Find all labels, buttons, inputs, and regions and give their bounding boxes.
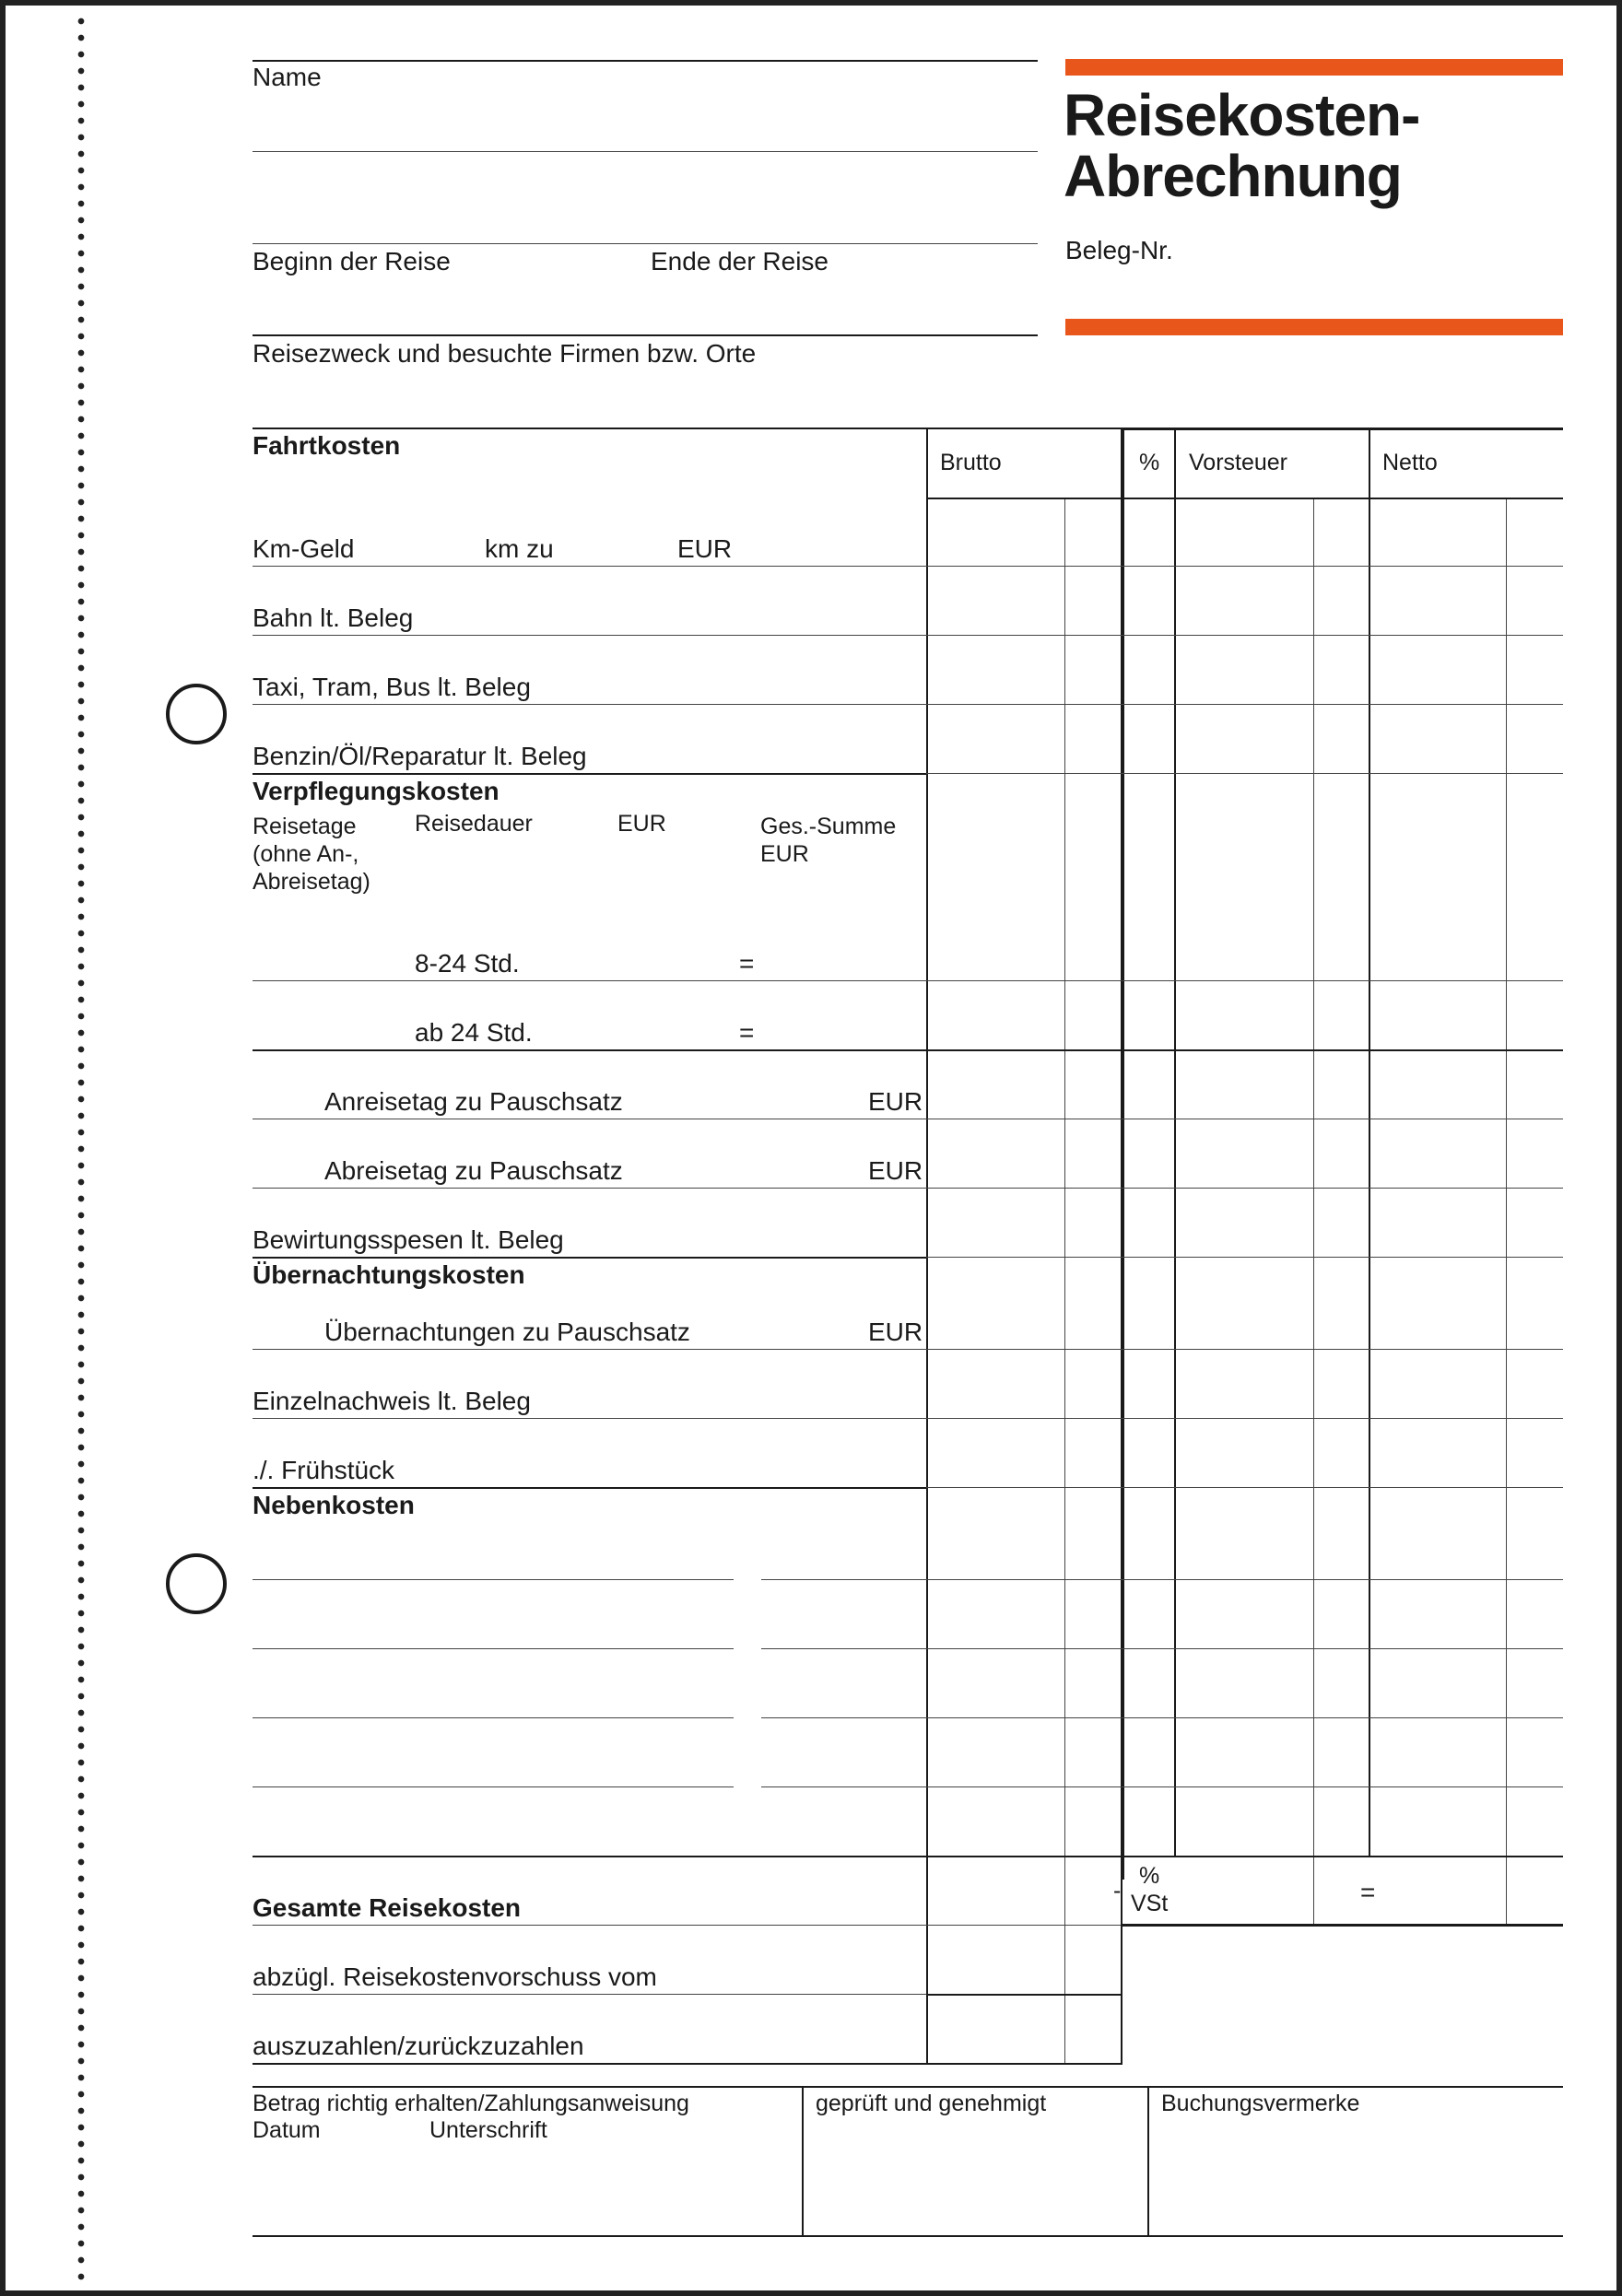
percent-col-left [1121, 428, 1124, 1880]
row-bewirtung[interactable] [926, 1257, 1563, 1258]
nebenkosten-field-1a[interactable] [253, 1579, 734, 1580]
betrag-label: Betrag richtig erhalten/Zahlungsanweisung [253, 2091, 689, 2116]
abreise-label: Abreisetag zu Pauschsatz [324, 1156, 623, 1185]
section-divider-verpflegung [253, 1257, 926, 1259]
uebernachtung-heading: Übernachtungskosten [253, 1260, 525, 1289]
vorschuss-box-rule [926, 1994, 1122, 1996]
row-vorschuss[interactable] [253, 1994, 926, 1995]
brutto-col-right-low [1121, 1880, 1122, 2064]
verpflegung-heading: Verpflegungskosten [253, 777, 500, 805]
netto-cents-line [1506, 498, 1507, 1924]
minus-sign: - [1113, 1878, 1122, 1904]
row-auszahlen[interactable] [253, 2063, 1122, 2065]
einzelnachweis-label: Einzelnachweis lt. Beleg [253, 1387, 531, 1415]
row-gesamte-reisekosten[interactable] [253, 1925, 1121, 1926]
form-title [1064, 82, 1420, 209]
section-divider-fahrt [253, 773, 926, 775]
verpflegung-eur-label: EUR [617, 811, 666, 837]
column-header-rule [926, 498, 1563, 499]
row-ab-24-std[interactable] [253, 1049, 1563, 1051]
footer-bottom-rule [253, 2235, 1563, 2237]
row-bahn[interactable] [253, 635, 1563, 636]
footer-top-rule [253, 2086, 1563, 2088]
brutto-cents-line [1064, 498, 1065, 2064]
footer-divider-1 [802, 2086, 804, 2235]
anreise-label: Anreisetag zu Pauschsatz [324, 1087, 623, 1116]
km-zu-label: km zu [485, 534, 554, 563]
row-24-label: ab 24 Std. [415, 1018, 533, 1047]
unterschrift-label: Unterschrift [429, 2117, 547, 2143]
nebenkosten-field-4a[interactable] [253, 1786, 734, 1787]
row-taxi[interactable] [253, 704, 1563, 705]
fruehstueck-label: ./. Frühstück [253, 1456, 395, 1484]
vorsteuer-header: Vorsteuer [1189, 450, 1288, 475]
netto-header: Netto [1382, 450, 1438, 475]
taxi-label: Taxi, Tram, Bus lt. Beleg [253, 673, 531, 701]
bahn-label: Bahn lt. Beleg [253, 603, 414, 632]
perforation-line [77, 13, 85, 2283]
nebenkosten-field-2b[interactable] [761, 1648, 1563, 1649]
buchung-label: Buchungsvermerke [1161, 2091, 1360, 2116]
row-fruehstueck[interactable] [926, 1487, 1563, 1488]
receipt-number-label: Beleg-Nr. [1065, 236, 1173, 264]
begin-label: Beginn der Reise [253, 247, 451, 275]
title-line-1: Reisekosten- [1064, 82, 1420, 148]
nebenkosten-field-3b[interactable] [761, 1717, 1563, 1718]
equals-sign-2: = [739, 1018, 755, 1047]
row-8-24-std[interactable] [253, 980, 1563, 981]
auszahlen-label: auszuzahlen/zurückzuzahlen [253, 2032, 584, 2060]
name-label: Name [253, 63, 322, 91]
travel-dates-field[interactable] [253, 243, 1038, 244]
name-field[interactable] [253, 151, 1038, 152]
purpose-field[interactable] [253, 334, 1038, 336]
nebenkosten-field-4b[interactable] [761, 1786, 1563, 1787]
vst-label: VSt [1131, 1891, 1169, 1916]
percent-header: % [1139, 450, 1160, 475]
abreise-eur: EUR [868, 1156, 923, 1185]
fahrtkosten-heading: Fahrtkosten [253, 431, 401, 460]
geprueft-label: geprüft und genehmigt [816, 2091, 1047, 2116]
row-uebernachtung-pauschal[interactable] [253, 1349, 1563, 1350]
netto-col-left [1369, 428, 1370, 1857]
footer-divider-2 [1147, 2086, 1149, 2235]
nebenkosten-field-1b[interactable] [761, 1579, 1563, 1580]
table-top-rule-right [1122, 428, 1563, 430]
equals-sign-total: = [1360, 1878, 1376, 1906]
uebernachtung-eur: EUR [868, 1318, 923, 1346]
purpose-label: Reisezweck und besuchte Firmen bzw. Orte [253, 339, 757, 368]
row-8-24-label: 8-24 Std. [415, 949, 520, 978]
section-divider-uebernachtung [253, 1487, 926, 1489]
nebenkosten-field-3a[interactable] [253, 1717, 734, 1718]
brutto-header: Brutto [940, 450, 1002, 475]
vorsteuer-cents-line [1313, 498, 1314, 1924]
row-benzin[interactable] [926, 773, 1563, 774]
totals-top-rule [253, 1856, 1563, 1857]
anreise-eur: EUR [868, 1087, 923, 1116]
totals-right-rule [1121, 1924, 1563, 1927]
nebenkosten-heading: Nebenkosten [253, 1491, 415, 1519]
km-eur-label: EUR [677, 534, 733, 563]
km-geld-label: Km-Geld [253, 534, 355, 563]
reisetage-label: Reisetage (ohne An-, Abreisetag) [253, 814, 370, 895]
brutto-col-left [926, 428, 928, 2064]
end-label: Ende der Reise [651, 247, 829, 275]
punch-hole-top [166, 684, 227, 744]
accent-bar-top [1065, 59, 1563, 76]
vorsteuer-col-left [1174, 428, 1176, 1857]
row-abreisetag[interactable] [253, 1188, 1563, 1189]
gesamt-summe-label: Ges.-Summe EUR [760, 814, 897, 867]
vst-percent-label: % [1139, 1863, 1160, 1889]
benzin-label: Benzin/Öl/Reparatur lt. Beleg [253, 742, 587, 770]
equals-sign-1: = [739, 949, 755, 978]
punch-hole-bottom [166, 1553, 227, 1614]
nebenkosten-field-2a[interactable] [253, 1648, 734, 1649]
accent-bar-bottom [1065, 319, 1563, 335]
vorschuss-label: abzügl. Reisekostenvorschuss vom [253, 1962, 657, 1991]
datum-label: Datum [253, 2117, 321, 2143]
uebernachtung-pauschal-label: Übernachtungen zu Pauschsatz [324, 1318, 690, 1346]
bewirtung-label: Bewirtungsspesen lt. Beleg [253, 1225, 564, 1254]
row-einzelnachweis[interactable] [253, 1418, 1563, 1419]
gesamte-reisekosten-label: Gesamte Reisekosten [253, 1893, 522, 1922]
row-km-geld[interactable] [253, 566, 1563, 567]
title-line-2: Abrechnung [1064, 143, 1402, 209]
name-top-rule [253, 60, 1038, 62]
reisedauer-label: Reisedauer [415, 811, 533, 837]
